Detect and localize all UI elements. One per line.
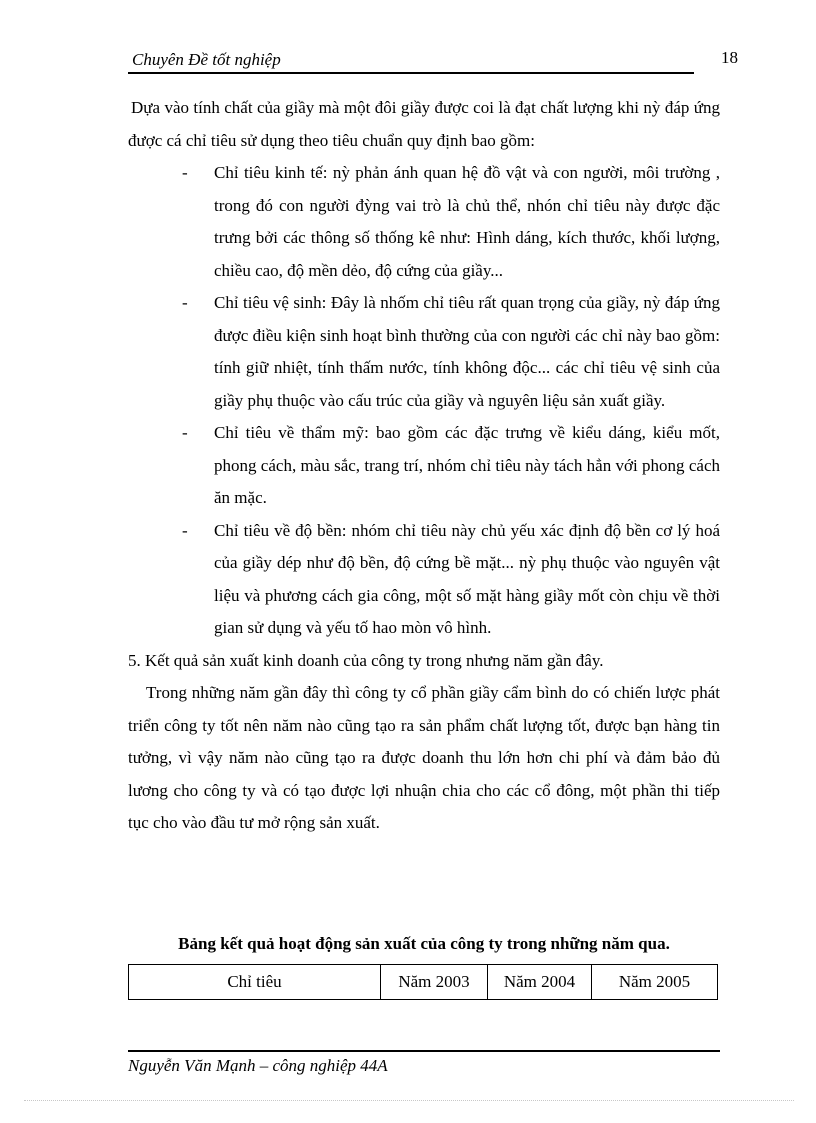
- table-header-cell: Năm 2005: [592, 965, 718, 1000]
- list-item-text: Chỉ tiêu kinh tế: nỳ phản ánh quan hệ đồ vật và con người, môi trường , trong đó con người đỳng vai trò là chủ thể, nhón chỉ tiêu này được đặc trưng bởi các thông số thống kê như: Hình dáng, kích thước, khối lượng, chiều cao, độ mền dẻo, độ cứng của giầy...: [214, 163, 720, 280]
- list-item: [182, 287, 720, 417]
- table-header-cell: Năm 2003: [381, 965, 488, 1000]
- results-table: [128, 964, 718, 1000]
- bullet-dash: -: [182, 163, 188, 182]
- section-paragraph: Trong những năm gần đây thì công ty cổ phần giầy cẩm bình do có chiến lược phát triển công ty tốt nên năm nào cũng tạo ra sản phẩm chất lượng tốt, được bạn hàng tin tưởng, vì vậy năm nào cũng tạo ra được doanh thu lớn hơn chi phí và đảm bảo đủ lương cho công ty và có tạo được lợi nhuận chia cho các cổ đông, một phần thi tiếp tục cho vào đầu tư mở rộng sản xuất.: [128, 683, 720, 832]
- section-heading: 5. Kết quả sản xuất kinh doanh của công ty trong nhưng năm gần đây.: [128, 650, 604, 670]
- page-header: [128, 46, 738, 74]
- list-item-text: Chỉ tiêu về thẩm mỹ: bao gồm các đặc trưng về kiểu dáng, kiểu mốt, phong cách, màu sắc, trang trí, nhóm chỉ tiêu này tách hẳn với phong cách ăn mặc.: [214, 423, 720, 507]
- list-item-text: Chỉ tiêu về độ bền: nhóm chỉ tiêu này chủ yếu xác định độ bền cơ lý hoá của giầy dép như độ bền, độ cứng bề mặt... nỳ phụ thuộc vào nguyên vật liệu và phương cách gia công, một số mặt hàng giầy mốt còn chịu về thời gian sử dụng và yếu tố hao mòn vô hình.: [214, 520, 720, 637]
- page-bottom-border: [24, 1100, 794, 1101]
- list-item-text: Chỉ tiêu vệ sinh: Đây là nhốm chỉ tiêu rất quan trọng của giầy, nỳ đáp ứng được điều kiện sinh hoạt bình thường của con người các chỉ này bao gồm: tính giữ nhiệt, tính thấm nước, tính không độc... các chỉ tiêu vệ sinh của giầy phụ thuộc vào cấu trúc của giầy và nguyên liệu sản xuất giầy.: [214, 293, 720, 410]
- intro-paragraph: Dựa vào tính chất của giầy mà một đôi giầy được coi là đạt chất lượng khi nỳ đáp ứng được cá chỉ tiêu sử dụng theo tiêu chuẩn quy định bao gồm:: [128, 98, 720, 150]
- table-header-cell: Chỉ tiêu: [129, 965, 381, 1000]
- criteria-list: [128, 157, 720, 645]
- bullet-dash: -: [182, 293, 188, 312]
- header-title: Chuyên Đề tốt nghiệp: [132, 50, 281, 69]
- table-header-cell: Năm 2004: [488, 965, 592, 1000]
- list-item: [182, 417, 720, 515]
- footer-rule: [128, 1050, 720, 1052]
- table-header-row: [129, 965, 718, 1000]
- page-footer: [128, 1050, 720, 1076]
- list-item: [182, 157, 720, 287]
- bullet-dash: -: [182, 520, 188, 540]
- table-title: Bảng kết quả hoạt động sản xuất của công ty trong những năm qua.: [178, 934, 670, 953]
- bullet-dash: -: [182, 423, 188, 442]
- footer-author: Nguyễn Văn Mạnh – công nghiệp 44A: [128, 1056, 388, 1075]
- header-rule: [128, 72, 694, 74]
- list-item: [182, 515, 720, 645]
- body-text: [128, 92, 720, 840]
- page-number: 18: [721, 48, 738, 67]
